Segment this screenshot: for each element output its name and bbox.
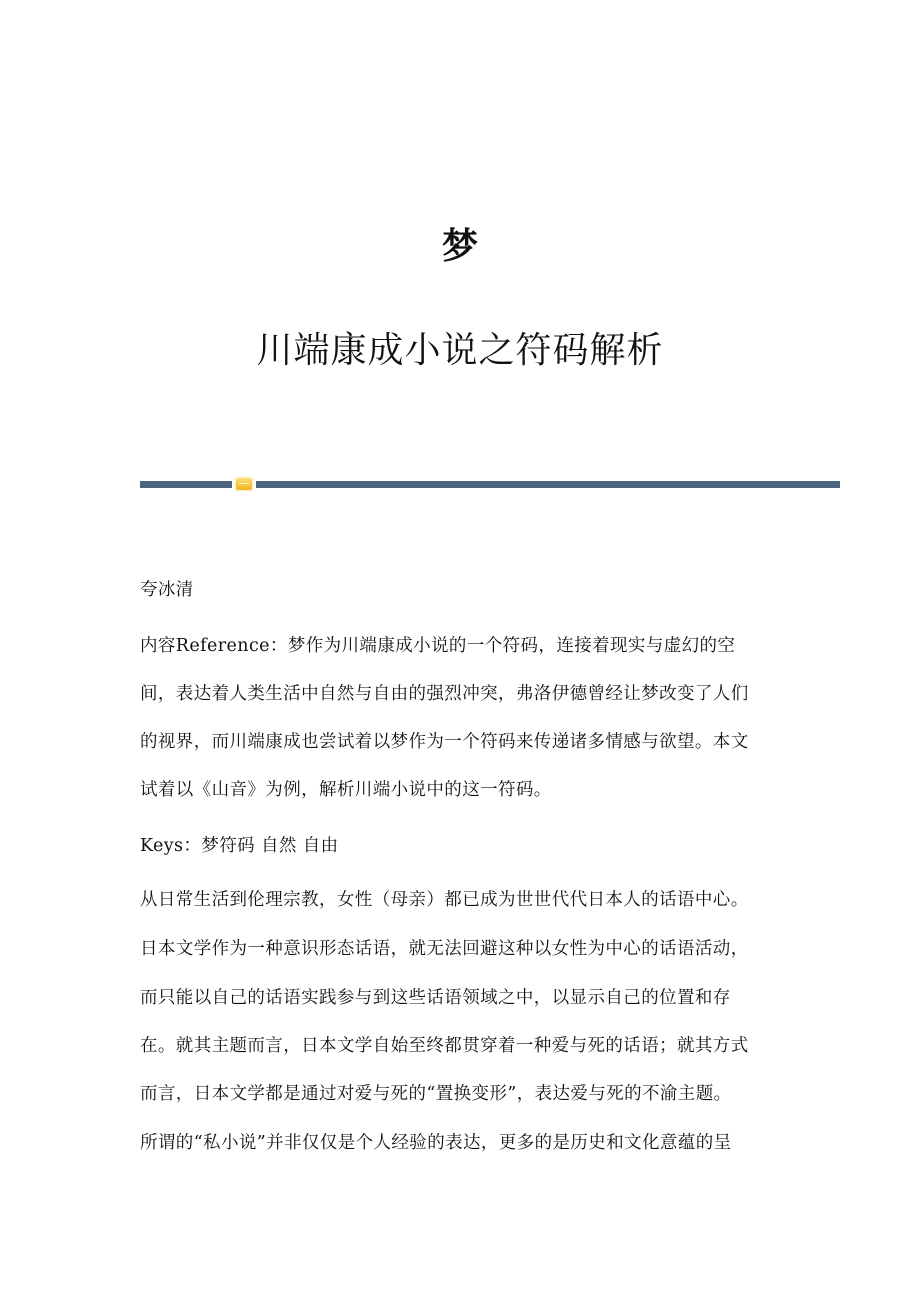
body-line: 在。就其主题而言，日本文学自始至终都贯穿着一种爱与死的话语；就其方式: [140, 1036, 749, 1056]
author: 夸冰清: [140, 580, 194, 600]
abstract-line: 的视界，而川端康成也尝试着以梦作为一个符码来传递诸多情感与欲望。本文: [140, 732, 749, 752]
body-line: 而言，日本文学都是通过对爱与死的“置换变形”，表达爱与死的不渝主题。: [140, 1084, 732, 1104]
body-line: 而只能以自己的话语实践参与到这些话语领域之中，以显示自己的位置和存: [140, 988, 731, 1008]
divider-right: [256, 481, 840, 488]
body-line: 从日常生活到伦理宗教，女性（母亲）都已成为世世代代日本人的话语中心。: [140, 890, 749, 910]
abstract-line: 间，表达着人类生活中自然与自由的强烈冲突，弗洛伊德曾经让梦改变了人们: [140, 684, 749, 704]
document-title: 梦: [441, 226, 478, 267]
divider-left: [140, 481, 232, 488]
abstract-line: 试着以《山音》为例，解析川端小说中的这一符码。: [140, 780, 552, 800]
keywords: Keys：梦符码 自然 自由: [140, 836, 339, 856]
envelope-icon: [236, 478, 252, 490]
body-line: 日本文学作为一种意识形态话语，就无法回避这种以女性为中心的话语活动，: [140, 939, 749, 959]
document-subtitle: 川端康成小说之符码解析: [256, 330, 664, 371]
body-line: 所谓的“私小说”并非仅仅是个人经验的表达，更多的是历史和文化意蕴的呈: [140, 1133, 732, 1153]
abstract-line: 内容Reference：梦作为川端康成小说的一个符码，连接着现实与虚幻的空: [140, 636, 736, 656]
